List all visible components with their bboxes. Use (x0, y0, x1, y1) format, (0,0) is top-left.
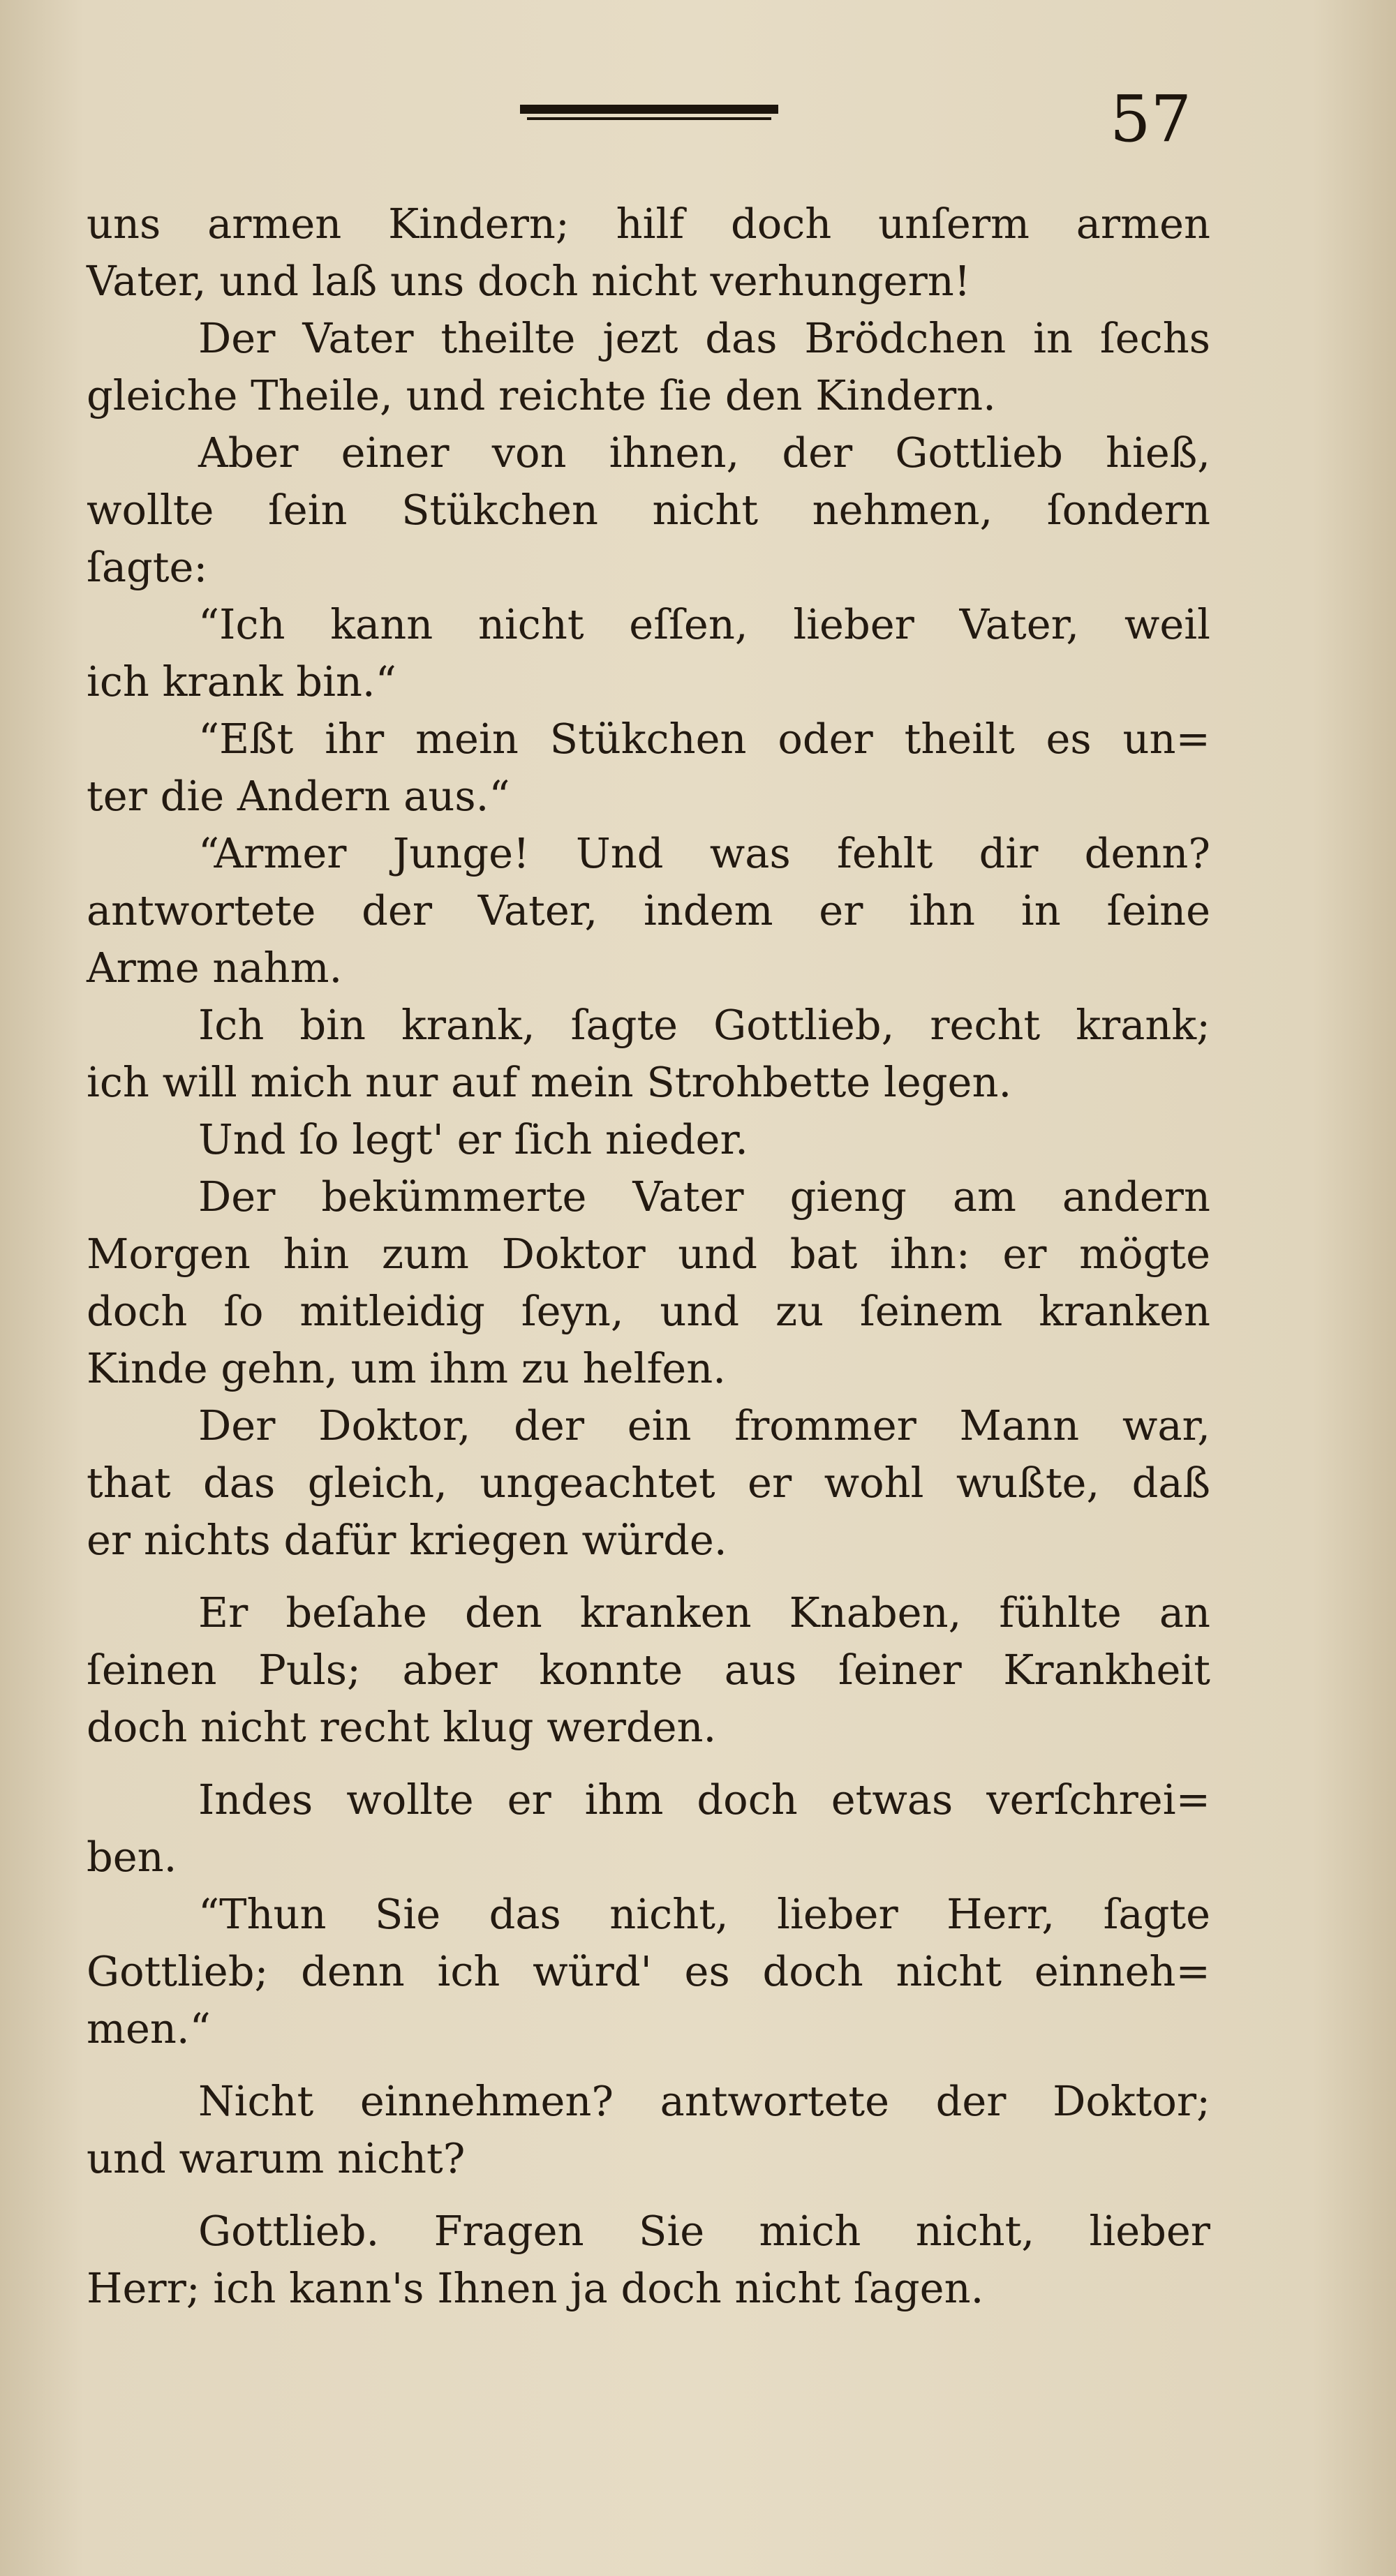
text-line: Indes wollte er ihm doch etwas verſchrei= (198, 1775, 1210, 1824)
text-line: Der Vater theilte jezt das Brödchen in ſechs (198, 314, 1210, 362)
text-line: “Thun Sie das nicht, lieber Herr, ſagte (198, 1890, 1210, 1938)
text-line: doch nicht recht klug werden. (87, 1703, 717, 1751)
text-line: Herr; ich kann's Ihnen ja doch nicht ſagen. (87, 2264, 984, 2312)
text-line: gleiche Theile, und reichte ſie den Kindern. (87, 371, 996, 419)
text-line: ſagte: (87, 543, 208, 591)
header-rule-thick (520, 105, 778, 114)
text-line: Der Doktor, der ein frommer Mann war, (198, 1401, 1210, 1450)
text-line: ich will mich nur auf mein Strohbette legen. (87, 1058, 1012, 1106)
text-line: Gottlieb. Fragen Sie mich nicht, lieber (198, 2207, 1210, 2255)
text-line: “Ich kann nicht eſſen, lieber Vater, weil (198, 600, 1210, 648)
text-line: und warum nicht? (87, 2134, 466, 2182)
header-ornament-rule (520, 105, 778, 121)
text-line: doch ſo mitleidig ſeyn, und zu ſeinem kranken (87, 1287, 1210, 1335)
text-line: er nichts dafür kriegen würde. (87, 1516, 727, 1564)
text-line: Der bekümmerte Vater gieng am andern (198, 1172, 1210, 1221)
text-line: “Eßt ihr mein Stükchen oder theilt es un= (198, 715, 1210, 763)
text-line: Nicht einnehmen? antwortete der Doktor; (198, 2077, 1210, 2125)
text-line: antwortete der Vater, indem er ihn in ſeine (87, 886, 1210, 935)
text-line: Morgen hin zum Doktor und bat ihn: er mögte (87, 1230, 1210, 1278)
text-line: men.“ (87, 2004, 211, 2053)
text-line: Vater, und laß uns doch nicht verhungern! (87, 257, 971, 305)
text-line: ben. (87, 1833, 177, 1881)
text-line: uns armen Kindern; hilf doch unſerm armen (87, 200, 1210, 248)
text-line: Und ſo legt' er ſich nieder. (198, 1115, 748, 1163)
text-line: wollte ſein Stükchen nicht nehmen, ſondern (87, 486, 1210, 534)
text-line: ter die Andern aus.“ (87, 772, 510, 820)
page-number: 57 (1110, 82, 1192, 156)
text-line: that das gleich, ungeachtet er wohl wußte, daß (87, 1459, 1210, 1507)
header-rule-thin (527, 117, 771, 120)
text-line: ſeinen Puls; aber konnte aus ſeiner Krankheit (87, 1646, 1210, 1694)
text-line: ich krank bin.“ (87, 657, 396, 706)
text-line: Gottlieb; denn ich würd' es doch nicht einneh= (87, 1947, 1210, 1995)
text-line: Ich bin krank, ſagte Gottlieb, recht krank; (198, 1001, 1210, 1049)
text-line: Arme nahm. (87, 944, 343, 992)
text-line: Aber einer von ihnen, der Gottlieb hieß, (198, 429, 1210, 477)
text-line: Er beſahe den kranken Knaben, fühlte an (198, 1588, 1210, 1637)
text-line: “Armer Junge! Und was fehlt dir denn? (198, 829, 1210, 877)
body-text (87, 195, 1210, 2317)
text-line: Kinde gehn, um ihm zu helfen. (87, 1344, 726, 1392)
